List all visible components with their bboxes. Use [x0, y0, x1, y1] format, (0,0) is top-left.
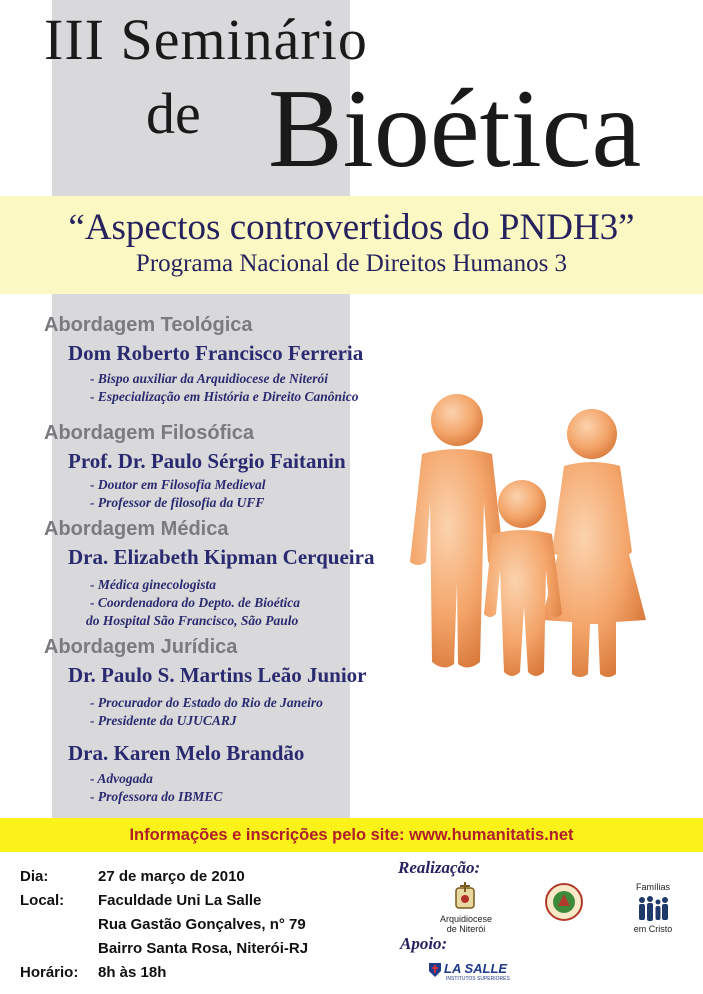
lasalle-logo-text: LA SALLE	[444, 961, 508, 976]
section-heading: Abordagem Jurídica	[44, 636, 238, 658]
logo1-line: de Niterói	[446, 924, 486, 934]
local-line: Rua Gastão Gonçalves, n° 79	[98, 916, 306, 933]
section-heading: Abordagem Filosófica	[44, 422, 255, 444]
theme-quote: “Aspectos controvertidos do PNDH3”	[68, 207, 635, 248]
speaker-name: Dra. Elizabeth Kipman Cerqueira	[68, 545, 375, 569]
apoio-label: Apoio:	[400, 934, 448, 953]
family-figures-illustration	[392, 392, 662, 682]
section-heading: Abordagem Médica	[44, 518, 229, 540]
day-label: Dia:	[20, 868, 49, 885]
section-heading: Abordagem Teológica	[44, 314, 253, 336]
speaker-detail: - Especialização em História e Direito Canônico	[90, 389, 359, 404]
lasalle-logo-subtext: INSTITUTOS SUPERIORES	[446, 976, 510, 982]
realizacao-label: Realização:	[398, 858, 481, 877]
day-value: 27 de março de 2010	[98, 868, 245, 885]
title-de: de	[146, 81, 201, 146]
arquidiocese-logo-text	[436, 914, 496, 934]
speaker-detail: - Professora do IBMEC	[90, 789, 223, 804]
theme-subtitle: Programa Nacional de Direitos Humanos 3	[135, 250, 568, 277]
familias-em-cristo-icon	[636, 894, 670, 924]
speaker-details	[90, 770, 464, 806]
speaker-name: Dr. Paulo S. Martins Leão Junior	[68, 663, 367, 687]
time-label: Horário:	[20, 964, 79, 981]
local-line: Bairro Santa Rosa, Niterói-RJ	[98, 940, 309, 957]
speaker-details	[90, 694, 464, 730]
speaker-detail: - Presidente da UJUCARJ	[90, 713, 237, 728]
speaker-name: Prof. Dr. Paulo Sérgio Faitanin	[68, 449, 346, 473]
title-bioetica: Bioética	[268, 67, 642, 191]
arquidiocese-crest-icon	[448, 880, 482, 914]
local-line: Faculdade Uni La Salle	[98, 892, 262, 909]
lasalle-shield-icon	[428, 962, 442, 978]
familias-logo-bottom: em Cristo	[633, 924, 673, 934]
speaker-name: Dom Roberto Francisco Ferreria	[68, 341, 364, 365]
local-label: Local:	[20, 892, 65, 909]
father-figure	[410, 394, 504, 668]
humanitatis-seal-icon	[544, 882, 584, 922]
speaker-detail: - Procurador do Estado do Rio de Janeiro	[90, 695, 323, 710]
info-bar: Informações e inscrições pelo site: www.humanitatis.net	[0, 818, 703, 852]
time-value: 8h às 18h	[98, 964, 167, 981]
speaker-detail: - Coordenadora do Depto. de Bioética	[90, 595, 300, 610]
speaker-name: Dra. Karen Melo Brandão	[68, 741, 305, 765]
speaker-detail: - Doutor em Filosofia Medieval	[90, 477, 266, 492]
mother-figure	[542, 409, 646, 677]
title-line1: III Seminário	[44, 7, 368, 72]
familias-logo-top: Famílias	[635, 882, 670, 892]
speaker-detail: - Professor de filosofia da UFF	[90, 495, 265, 510]
speaker-detail: do Hospital São Francisco, São Paulo	[86, 613, 299, 628]
speaker-detail: - Advogada	[90, 771, 153, 786]
speaker-detail: - Médica ginecologista	[90, 577, 216, 592]
logo1-line: Arquidiocese	[439, 914, 493, 924]
speaker-detail: - Bispo auxiliar da Arquidiocese de Niterói	[90, 371, 329, 386]
